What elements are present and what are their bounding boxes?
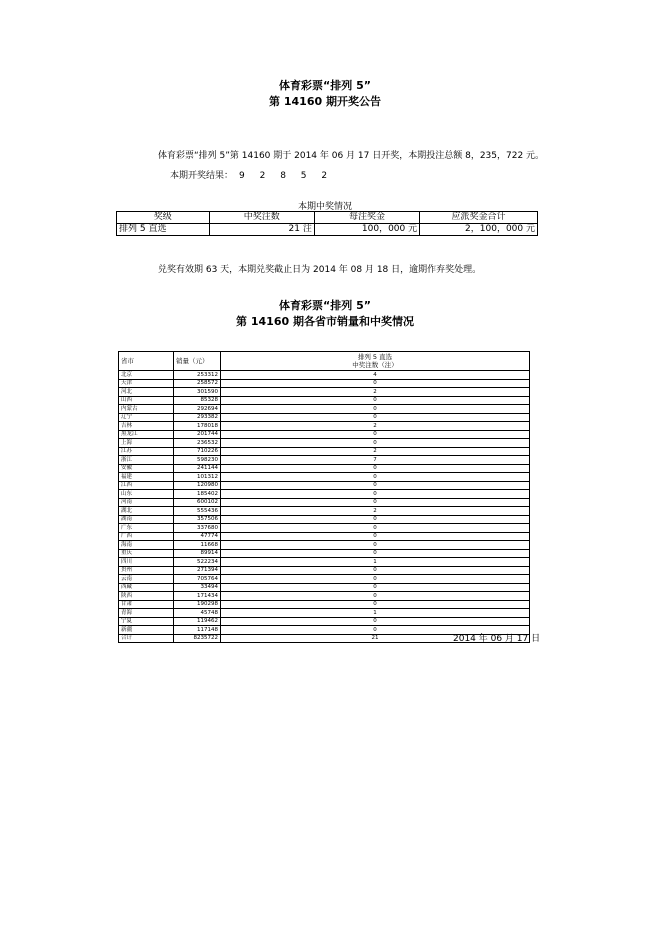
- prize-table: [116, 211, 538, 236]
- province-cell: 青海: [119, 609, 174, 618]
- winners-cell: 0: [221, 464, 530, 473]
- winners-cell: 2: [221, 507, 530, 516]
- winners-cell: 0: [221, 473, 530, 482]
- announcement-title: 体育彩票“排列 5”: [279, 79, 371, 92]
- claim-notice: 兑奖有效期 63 天，本期兑奖截止日为 2014 年 08 月 18 日，逾期作弃奖处理。: [158, 265, 482, 275]
- sales-cell: 236532: [174, 439, 221, 448]
- table-row: [119, 473, 530, 482]
- sales-cell: 190298: [174, 600, 221, 609]
- prize-amount: 100，000 元: [314, 224, 419, 236]
- sales-cell: 705764: [174, 575, 221, 584]
- table-row: [119, 371, 530, 380]
- sales-cell: 292694: [174, 405, 221, 414]
- draw-result: [170, 168, 333, 181]
- province-cell: 湖北: [119, 507, 174, 516]
- province-cell: 吉林: [119, 422, 174, 431]
- province-cell: 江苏: [119, 447, 174, 456]
- header-cell: 每注奖金: [314, 212, 419, 224]
- sales-cell: 117148: [174, 626, 221, 635]
- sales-cell: 33494: [174, 583, 221, 592]
- draw-result-digits: 9 2 8 5 2: [239, 171, 334, 181]
- table-row: [119, 405, 530, 414]
- sales-table-header: [119, 352, 530, 371]
- province-cell: 黑龙江: [119, 430, 174, 439]
- province-cell: 山东: [119, 490, 174, 499]
- prize-table-header: [117, 212, 538, 224]
- province-cell: 山西: [119, 396, 174, 405]
- province-cell: 贵州: [119, 566, 174, 575]
- table-row: [119, 583, 530, 592]
- prize-winners: 21 注: [209, 224, 314, 236]
- winners-cell: 7: [221, 456, 530, 465]
- table-row: [119, 396, 530, 405]
- province-cell: 陕西: [119, 592, 174, 601]
- draw-summary: 体育彩票“排列 5”第 14160 期于 2014 年 06 月 17 日开奖，本期投注总额 8，235，722 元。: [158, 151, 545, 161]
- province-cell: 宁夏: [119, 617, 174, 626]
- sales-cell: 201744: [174, 430, 221, 439]
- winners-cell: 0: [221, 583, 530, 592]
- table-row: [119, 575, 530, 584]
- sales-cell: 258572: [174, 379, 221, 388]
- winners-cell: 0: [221, 532, 530, 541]
- winners-cell: 0: [221, 575, 530, 584]
- table-row: [119, 541, 530, 550]
- header-line: 中奖注数（注）: [352, 361, 398, 369]
- province-cell: 辽宁: [119, 413, 174, 422]
- province-cell: 天津: [119, 379, 174, 388]
- sales-cell: 8235722: [174, 634, 221, 643]
- sales-cell: 119462: [174, 617, 221, 626]
- sales-cell: 47774: [174, 532, 221, 541]
- winners-cell: 0: [221, 541, 530, 550]
- province-cell: 重庆: [119, 549, 174, 558]
- winners-cell: 1: [221, 609, 530, 618]
- sales-cell: 271394: [174, 566, 221, 575]
- table-row: [119, 558, 530, 567]
- province-cell: 河北: [119, 388, 174, 397]
- announcement-subtitle: 第 14160 期开奖公告: [269, 95, 381, 108]
- sales-cell: 555436: [174, 507, 221, 516]
- sales-cell: 171434: [174, 592, 221, 601]
- province-cell: 广东: [119, 524, 174, 533]
- winners-cell: 2: [221, 447, 530, 456]
- sales-cell: 185402: [174, 490, 221, 499]
- winners-cell: 0: [221, 490, 530, 499]
- winners-cell: 4: [221, 371, 530, 380]
- province-cell: 安徽: [119, 464, 174, 473]
- winners-cell: 0: [221, 405, 530, 414]
- sales-table: [118, 351, 530, 643]
- province-cell: 西藏: [119, 583, 174, 592]
- table-row: [119, 481, 530, 490]
- table-row: [119, 379, 530, 388]
- sales-cell: 45748: [174, 609, 221, 618]
- prize-total: 2，100，000 元: [420, 224, 538, 236]
- province-cell: 海南: [119, 541, 174, 550]
- province-cell: 甘肃: [119, 600, 174, 609]
- winners-cell: 0: [221, 481, 530, 490]
- header-cell: [221, 352, 530, 371]
- table-row: [119, 490, 530, 499]
- sales-cell: 301590: [174, 388, 221, 397]
- winners-cell: 0: [221, 498, 530, 507]
- province-cell: 新疆: [119, 626, 174, 635]
- sales-cell: 253312: [174, 371, 221, 380]
- province-cell: 福建: [119, 473, 174, 482]
- table-row: [119, 524, 530, 533]
- table-row: [119, 532, 530, 541]
- sales-cell: 600102: [174, 498, 221, 507]
- province-cell: 广西: [119, 532, 174, 541]
- table-row: [119, 413, 530, 422]
- table-row: [119, 507, 530, 516]
- announcement-date: 2014 年 06 月 17 日: [453, 634, 541, 644]
- province-cell: 四川: [119, 558, 174, 567]
- sales-cell: 89914: [174, 549, 221, 558]
- winners-cell: 21: [221, 634, 530, 643]
- winners-cell: 0: [221, 396, 530, 405]
- table-row: [119, 549, 530, 558]
- sales-cell: 178018: [174, 422, 221, 431]
- province-cell: 河南: [119, 498, 174, 507]
- province-cell: 合计: [119, 634, 174, 643]
- winners-cell: 2: [221, 388, 530, 397]
- winners-cell: 0: [221, 439, 530, 448]
- province-cell: 浙江: [119, 456, 174, 465]
- sales-cell: 241144: [174, 464, 221, 473]
- table-row: [119, 447, 530, 456]
- winners-cell: 0: [221, 592, 530, 601]
- table-row: [117, 224, 538, 236]
- sales-cell: 101312: [174, 473, 221, 482]
- sales-cell: 598230: [174, 456, 221, 465]
- winners-cell: 0: [221, 413, 530, 422]
- province-cell: 湖南: [119, 515, 174, 524]
- header-cell: 省市: [119, 352, 174, 371]
- sales-cell: 357506: [174, 515, 221, 524]
- table-row: [119, 515, 530, 524]
- sales-cell: 85328: [174, 396, 221, 405]
- sales-cell: 11668: [174, 541, 221, 550]
- header-cell: 奖级: [117, 212, 210, 224]
- table-row: [119, 592, 530, 601]
- table-row: [119, 609, 530, 618]
- sales-cell: 710226: [174, 447, 221, 456]
- winners-cell: 0: [221, 524, 530, 533]
- table-row: [119, 422, 530, 431]
- province-cell: 内蒙古: [119, 405, 174, 414]
- province-cell: 云南: [119, 575, 174, 584]
- province-cell: 江西: [119, 481, 174, 490]
- province-cell: 北京: [119, 371, 174, 380]
- sales-cell: 120980: [174, 481, 221, 490]
- sales-section-title: 体育彩票“排列 5”: [279, 299, 371, 312]
- winners-cell: 0: [221, 600, 530, 609]
- draw-result-label: 本期开奖结果：: [170, 171, 234, 181]
- winners-cell: 0: [221, 515, 530, 524]
- table-row: [119, 456, 530, 465]
- winners-cell: 2: [221, 422, 530, 431]
- sales-cell: 337680: [174, 524, 221, 533]
- winners-cell: 0: [221, 626, 530, 635]
- table-row: [119, 430, 530, 439]
- table-row: [119, 617, 530, 626]
- winners-cell: 1: [221, 558, 530, 567]
- winners-cell: 0: [221, 549, 530, 558]
- sales-cell: 293382: [174, 413, 221, 422]
- table-row: [119, 388, 530, 397]
- header-line: 排列 5 直选: [357, 353, 393, 361]
- winners-cell: 0: [221, 566, 530, 575]
- sales-section-subtitle: 第 14160 期各省市销量和中奖情况: [236, 315, 414, 328]
- prize-table-caption: 本期中奖情况: [297, 202, 352, 212]
- header-cell: 中奖注数: [209, 212, 314, 224]
- sales-cell: 522234: [174, 558, 221, 567]
- winners-cell: 0: [221, 379, 530, 388]
- table-row: [119, 439, 530, 448]
- header-cell: 销量（元）: [174, 352, 221, 371]
- table-row: [119, 498, 530, 507]
- header-cell: 应派奖金合计: [420, 212, 538, 224]
- province-cell: 上海: [119, 439, 174, 448]
- table-row: [119, 600, 530, 609]
- table-row: [119, 566, 530, 575]
- winners-cell: 0: [221, 430, 530, 439]
- table-row: [119, 464, 530, 473]
- prize-level: 排列 5 直选: [117, 224, 210, 236]
- winners-cell: 0: [221, 617, 530, 626]
